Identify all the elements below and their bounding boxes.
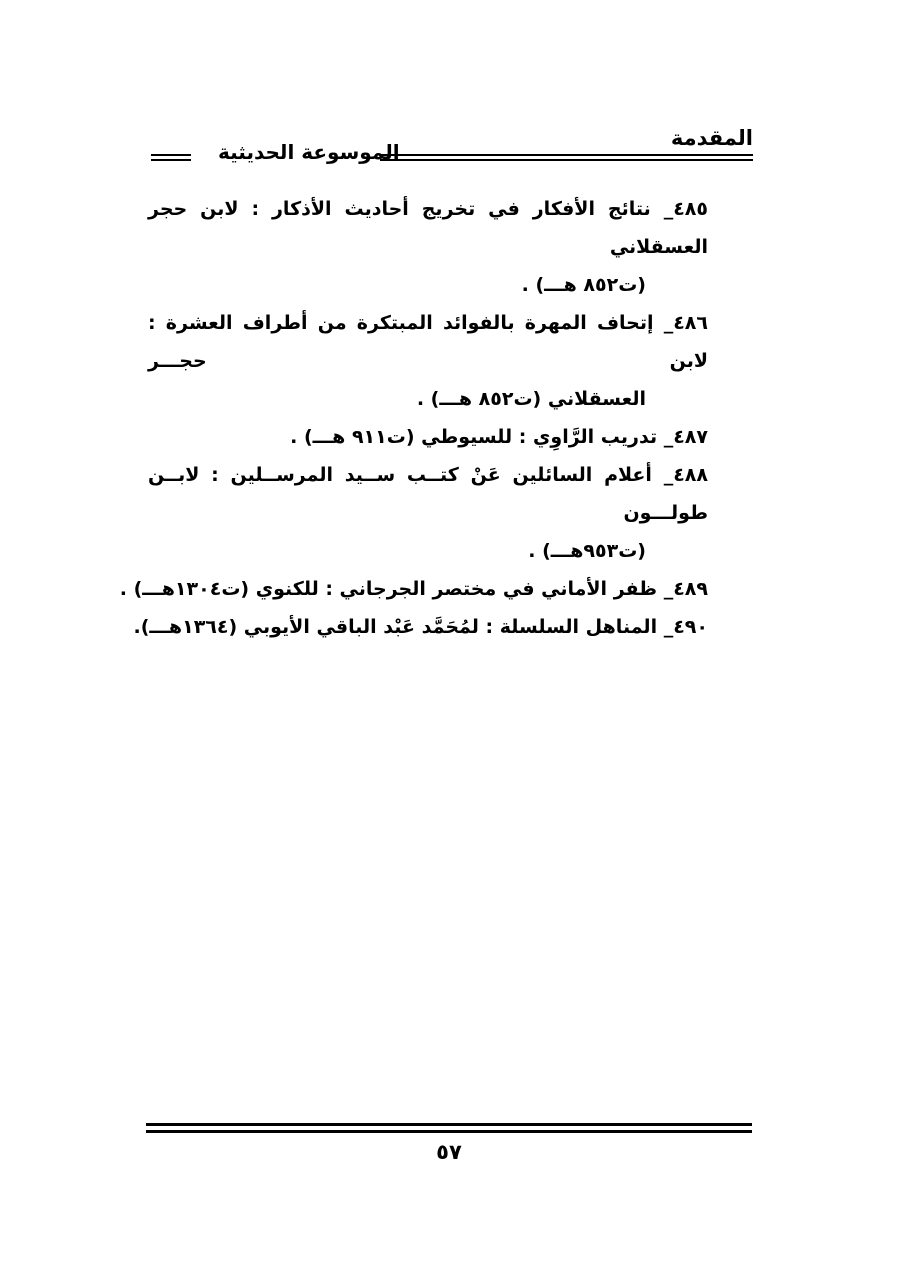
bibliography-list bbox=[119, 190, 708, 646]
list-item bbox=[148, 304, 708, 418]
header-rule-short bbox=[151, 154, 191, 161]
entry-line: ٤٩٠_ المناهل السلسلة : لمُحَمَّد عَبْد الباقي الأيوبي (١٣٦٤هـــ). bbox=[133, 616, 708, 638]
entry-line-continuation: (ت٨٥٢ هـــ) . bbox=[521, 274, 646, 296]
list-item bbox=[148, 418, 708, 456]
entry-line: ٤٨٧_ تدريب الرَّاوِي : للسيوطي (ت٩١١ هـــ) . bbox=[290, 426, 708, 448]
footer-rule bbox=[146, 1123, 752, 1133]
list-item bbox=[148, 190, 708, 304]
page-header bbox=[148, 118, 753, 168]
list-item bbox=[148, 456, 708, 570]
header-rule-long bbox=[380, 154, 753, 161]
list-item bbox=[119, 570, 708, 608]
entry-line-continuation: العسقلاني (ت٨٥٢ هـــ) . bbox=[416, 388, 646, 410]
list-item bbox=[133, 608, 708, 646]
entry-line: ٤٨٩_ ظفر الأماني في مختصر الجرجاني : للكنوي (ت١٣٠٤هـــ) . bbox=[119, 578, 708, 600]
page-number: ٥٧ bbox=[436, 1140, 462, 1164]
section-title: المقدمة bbox=[670, 126, 753, 150]
entry-line-continuation: (ت٩٥٣هـــ) . bbox=[528, 540, 646, 562]
entry-line: ٤٨٥_ نتائج الأفكار في تخريج أحاديث الأذكار : لابن حجر العسقلاني bbox=[148, 198, 708, 258]
entry-line: ٤٨٨_ أعلام السائلين عَنْ كتــب ســيد المرســلين : لابــن طولـــون bbox=[148, 464, 708, 524]
book-title: الموسوعة الحديثية bbox=[218, 140, 400, 164]
entry-line: ٤٨٦_ إتحاف المهرة بالفوائد المبتكرة من أطراف العشرة : لابن حجـــر bbox=[148, 312, 708, 372]
